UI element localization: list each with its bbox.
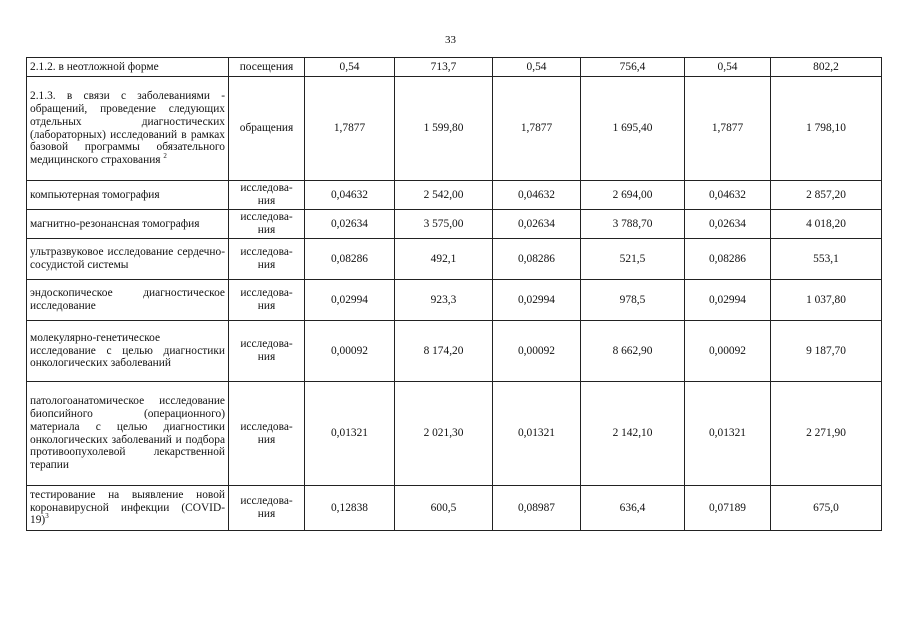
- value-cell: 8 662,90: [581, 321, 685, 382]
- value-cell: 713,7: [395, 58, 493, 77]
- value-cell: 2 271,90: [771, 382, 882, 486]
- row-name: патологоанатомическое исследование биопсийного (операционного) материала с целью диагностики онкологических заболеваний и подбора противоопухолевой лекарственной терапии: [27, 382, 229, 486]
- value-cell: 1 798,10: [771, 77, 882, 181]
- table-row: [27, 280, 882, 321]
- row-name: молекулярно-генетическое исследование с целью диагностики онкологических заболеваний: [27, 321, 229, 382]
- value-cell: 756,4: [581, 58, 685, 77]
- value-cell: 0,12838: [305, 486, 395, 531]
- row-name: эндоскопическое диагностическое исследование: [27, 280, 229, 321]
- table-row: [27, 321, 882, 382]
- value-cell: 0,00092: [305, 321, 395, 382]
- value-cell: 0,02634: [685, 210, 771, 239]
- row-unit: исследова-ния: [229, 280, 305, 321]
- row-unit: исследова-ния: [229, 181, 305, 210]
- page-number: 33: [445, 34, 456, 46]
- value-cell: 0,54: [493, 58, 581, 77]
- value-cell: 1,7877: [493, 77, 581, 181]
- table-row: [27, 210, 882, 239]
- value-cell: 1,7877: [685, 77, 771, 181]
- value-cell: 0,08286: [493, 239, 581, 280]
- value-cell: 0,04632: [493, 181, 581, 210]
- value-cell: 923,3: [395, 280, 493, 321]
- value-cell: 0,01321: [305, 382, 395, 486]
- value-cell: 0,01321: [685, 382, 771, 486]
- value-cell: 0,02994: [493, 280, 581, 321]
- value-cell: 0,08987: [493, 486, 581, 531]
- value-cell: 675,0: [771, 486, 882, 531]
- value-cell: 3 575,00: [395, 210, 493, 239]
- row-name: компьютерная томография: [27, 181, 229, 210]
- value-cell: 1,7877: [305, 77, 395, 181]
- value-cell: 0,01321: [493, 382, 581, 486]
- row-name: 2.1.2. в неотложной форме: [27, 58, 229, 77]
- value-cell: 3 788,70: [581, 210, 685, 239]
- value-cell: 0,02994: [305, 280, 395, 321]
- row-unit: исследова-ния: [229, 382, 305, 486]
- row-unit: исследова-ния: [229, 239, 305, 280]
- value-cell: 600,5: [395, 486, 493, 531]
- value-cell: 1 599,80: [395, 77, 493, 181]
- value-cell: 978,5: [581, 280, 685, 321]
- value-cell: 0,04632: [305, 181, 395, 210]
- footnote-mark: 2: [163, 152, 167, 161]
- table-row: [27, 382, 882, 486]
- value-cell: 0,00092: [493, 321, 581, 382]
- table-row: [27, 77, 882, 181]
- value-cell: 0,54: [685, 58, 771, 77]
- row-unit: обращения: [229, 77, 305, 181]
- value-cell: 0,02634: [305, 210, 395, 239]
- row-unit: посещения: [229, 58, 305, 77]
- value-cell: 1 037,80: [771, 280, 882, 321]
- tariff-table: [26, 57, 882, 531]
- footnote-mark: 3: [45, 512, 49, 521]
- value-cell: 2 694,00: [581, 181, 685, 210]
- value-cell: 636,4: [581, 486, 685, 531]
- value-cell: 492,1: [395, 239, 493, 280]
- value-cell: 802,2: [771, 58, 882, 77]
- row-name-cell: [27, 486, 229, 531]
- row-unit: исследова-ния: [229, 210, 305, 239]
- row-name-cell: [27, 77, 229, 181]
- value-cell: 521,5: [581, 239, 685, 280]
- row-name: тестирование на выявление новой коронавирусной инфекции (COVID-19): [30, 488, 225, 527]
- value-cell: 2 142,10: [581, 382, 685, 486]
- row-name: ультразвуковое исследование сердечно-сосудистой системы: [27, 239, 229, 280]
- value-cell: 9 187,70: [771, 321, 882, 382]
- value-cell: 8 174,20: [395, 321, 493, 382]
- value-cell: 0,08286: [305, 239, 395, 280]
- row-name: магнитно-резонансная томография: [27, 210, 229, 239]
- row-unit: исследова-ния: [229, 321, 305, 382]
- value-cell: 1 695,40: [581, 77, 685, 181]
- table-row: [27, 239, 882, 280]
- value-cell: 2 542,00: [395, 181, 493, 210]
- row-unit: исследова-ния: [229, 486, 305, 531]
- value-cell: 0,02634: [493, 210, 581, 239]
- table-row: [27, 58, 882, 77]
- table-row: [27, 181, 882, 210]
- value-cell: 0,07189: [685, 486, 771, 531]
- value-cell: 2 857,20: [771, 181, 882, 210]
- value-cell: 0,54: [305, 58, 395, 77]
- value-cell: 4 018,20: [771, 210, 882, 239]
- value-cell: 0,04632: [685, 181, 771, 210]
- row-name: 2.1.3. в связи с заболеваниями - обращений, проведение следующих отдельных диагностических (лабораторных) исследований в рамках базовой программы обязательного медицинского страхования: [30, 90, 225, 167]
- value-cell: 553,1: [771, 239, 882, 280]
- value-cell: 0,08286: [685, 239, 771, 280]
- value-cell: 2 021,30: [395, 382, 493, 486]
- value-cell: 0,02994: [685, 280, 771, 321]
- value-cell: 0,00092: [685, 321, 771, 382]
- table-row: [27, 486, 882, 531]
